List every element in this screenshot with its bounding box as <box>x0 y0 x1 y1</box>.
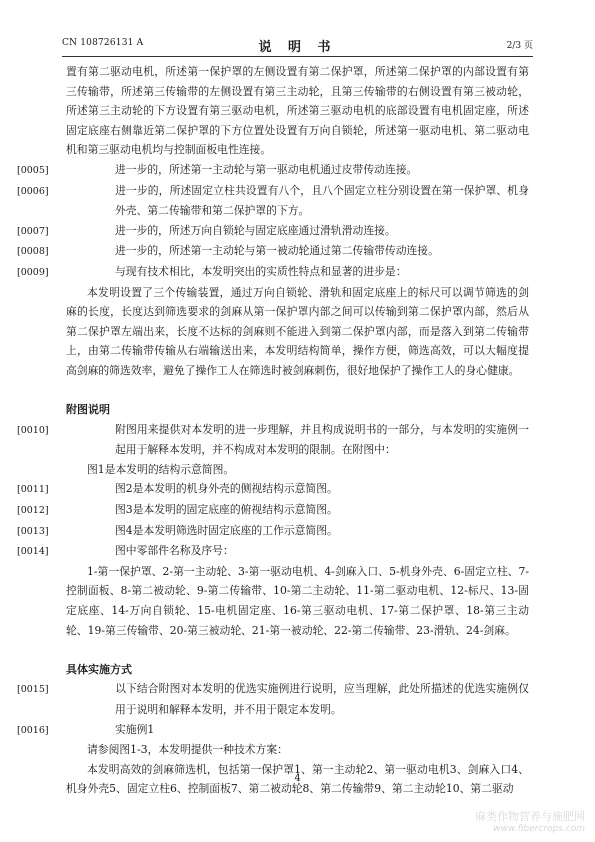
document-title: 说 明 书 <box>258 40 337 55</box>
paragraph-text: 以下结合附图对本发明的优选实施例进行说明，应当理解，此处所描述的优选实施例仅用于说明和解释本发明，并不用于限定本发明。 <box>115 682 529 716</box>
header-divider <box>62 56 533 57</box>
page-number: 4 <box>294 773 301 784</box>
paragraph-0008 <box>17 241 529 262</box>
parts-list: 1-第一保护罩、2-第一主动轮、3-第一驱动电机、4-剑麻入口、5-机身外壳、6-固定立柱、7-控制面板、8-第二被动轮、9-第二传输带、10-第二主动轮、11-第二驱动电机、12-标尺、13-固定底座、14-万向自锁轮、15-电机固定座、16-第三驱动电机、17-第二保护罩、18-第三主动轮、19-第三传输带、20-第三被动轮、21-第一被动轮、22-第二传输带、23-滑轨、24-剑麻。 <box>66 564 529 637</box>
paragraph-number: [0012] <box>17 505 49 517</box>
watermark <box>475 808 585 834</box>
watermark-text: 麻类作物营养与施肥网 <box>475 810 585 823</box>
paragraph-0010 <box>17 420 529 460</box>
paragraph-text: 进一步的，所述第一主动轮与第一被动轮通过第二传输带传动连接。 <box>115 244 439 258</box>
paragraph-number: [0016] <box>17 724 49 736</box>
paragraph-number: [0010] <box>17 424 49 436</box>
paragraph-0006 <box>17 181 529 221</box>
paragraph-text: 图2是本发明的机身外壳的侧视结构示意简图。 <box>115 482 338 496</box>
paragraph-text: 与现有技术相比，本发明突出的实质性特点和显著的进步是： <box>115 264 407 278</box>
figure-1-caption: 图1是本发明的结构示意简图。 <box>87 462 235 476</box>
benefit-paragraph: 本发明设置了三个传输装置，通过万向自锁轮、滑轨和固定底座上的标尺可以调节筛选的剑麻的长度，长度达到筛选要求的剑麻从第一保护罩内部之间可以传输到第二保护罩内部，然后从第二保护罩左端出来，长度不达标的剑麻则不能进入到第二保护罩内部，而是落入到第二传输带上，由第二传输带传输从右端输送出来，本发明结构简单，操作方便，筛选高效，可以大幅度提高剑麻的筛选效率，避免了操作工人在筛选时被剑麻刺伤，很好地保护了操作工人的身心健康。 <box>66 285 529 377</box>
paragraph-text: 进一步的，所述第一主动轮与第一驱动电机通过皮带传动连接。 <box>115 162 418 176</box>
paragraph-0014 <box>17 541 529 562</box>
paragraph-number: [0009] <box>17 266 49 278</box>
paragraph-number: [0007] <box>17 225 49 237</box>
page-header <box>62 36 533 56</box>
intro-paragraph: 置有第二驱动电机，所述第一保护罩的左侧设置有第二保护罩，所述第二保护罩的内部设置有第三传输带，所述第三传输带的左侧设置有第三主动轮，且第三传输带的右侧设置有第三被动轮，所述第三主动轮的下方设置有第三驱动电机，所述第三驱动电机的底部设置有电机固定座，所述固定底座右侧靠近第二保护罩的下方位置处设置有万向自锁轮，所述第一驱动电机、第二驱动电机和第三驱动电机均与控制面板电性连接。 <box>66 65 529 157</box>
paragraph-0007 <box>17 221 529 242</box>
watermark-url: www.fibercrops.com <box>493 824 585 834</box>
paragraph-number: [0006] <box>17 185 49 197</box>
paragraph-text: 附图用来提供对本发明的进一步理解，并且构成说明书的一部分，与本发明的实施例一起用于解释本发明，并不构成对本发明的限制。在附图中： <box>115 422 529 457</box>
section-heading-embodiment: 具体实施方式 <box>66 662 132 676</box>
paragraph-text: 图3是本发明的固定底座的俯视结构示意简图。 <box>115 503 338 517</box>
paragraph-number: [0015] <box>17 684 49 696</box>
paragraph-text: 图中零部件名称及序号： <box>115 544 234 558</box>
page-reference: 2/3 页 <box>506 41 533 51</box>
paragraph-text: 进一步的，所述万向自锁轮与固定底座通过滑轨滑动连接。 <box>115 223 396 237</box>
paragraph-number: [0013] <box>17 525 49 537</box>
section-heading-figures: 附图说明 <box>66 403 110 417</box>
paragraph-number: [0014] <box>17 546 49 558</box>
paragraph-0005 <box>17 160 529 181</box>
reference-line: 请参阅图1-3，本发明提供一种技术方案： <box>87 743 288 757</box>
paragraph-0011 <box>17 479 529 500</box>
embodiment-paragraph: 本发明高效的剑麻筛选机，包括第一保护罩1、第一主动轮2、第一驱动电机3、剑麻入口4、机身外壳5、固定立柱6、控制面板7、第二被动轮8、第二传输带9、第二主动轮10、第二驱动 <box>66 762 529 796</box>
paragraph-number: [0005] <box>17 164 49 176</box>
paragraph-0012 <box>17 500 529 521</box>
paragraph-number: [0008] <box>17 246 49 258</box>
document-body <box>17 62 529 799</box>
paragraph-0013 <box>17 521 529 542</box>
paragraph-text: 进一步的，所述固定立柱共设置有八个，且八个固定立柱分别设置在第一保护罩、机身外壳、第二传输带和第二保护罩的下方。 <box>115 183 529 218</box>
paragraph-0015 <box>17 679 529 719</box>
paragraph-0009 <box>17 262 529 283</box>
patent-number: CN 108726131 A <box>62 38 144 48</box>
paragraph-0016 <box>17 720 529 741</box>
paragraph-number: [0011] <box>17 484 49 496</box>
paragraph-text: 实施例1 <box>115 722 155 736</box>
paragraph-text: 图4是本发明筛选时固定底座的工作示意简图。 <box>115 523 338 537</box>
